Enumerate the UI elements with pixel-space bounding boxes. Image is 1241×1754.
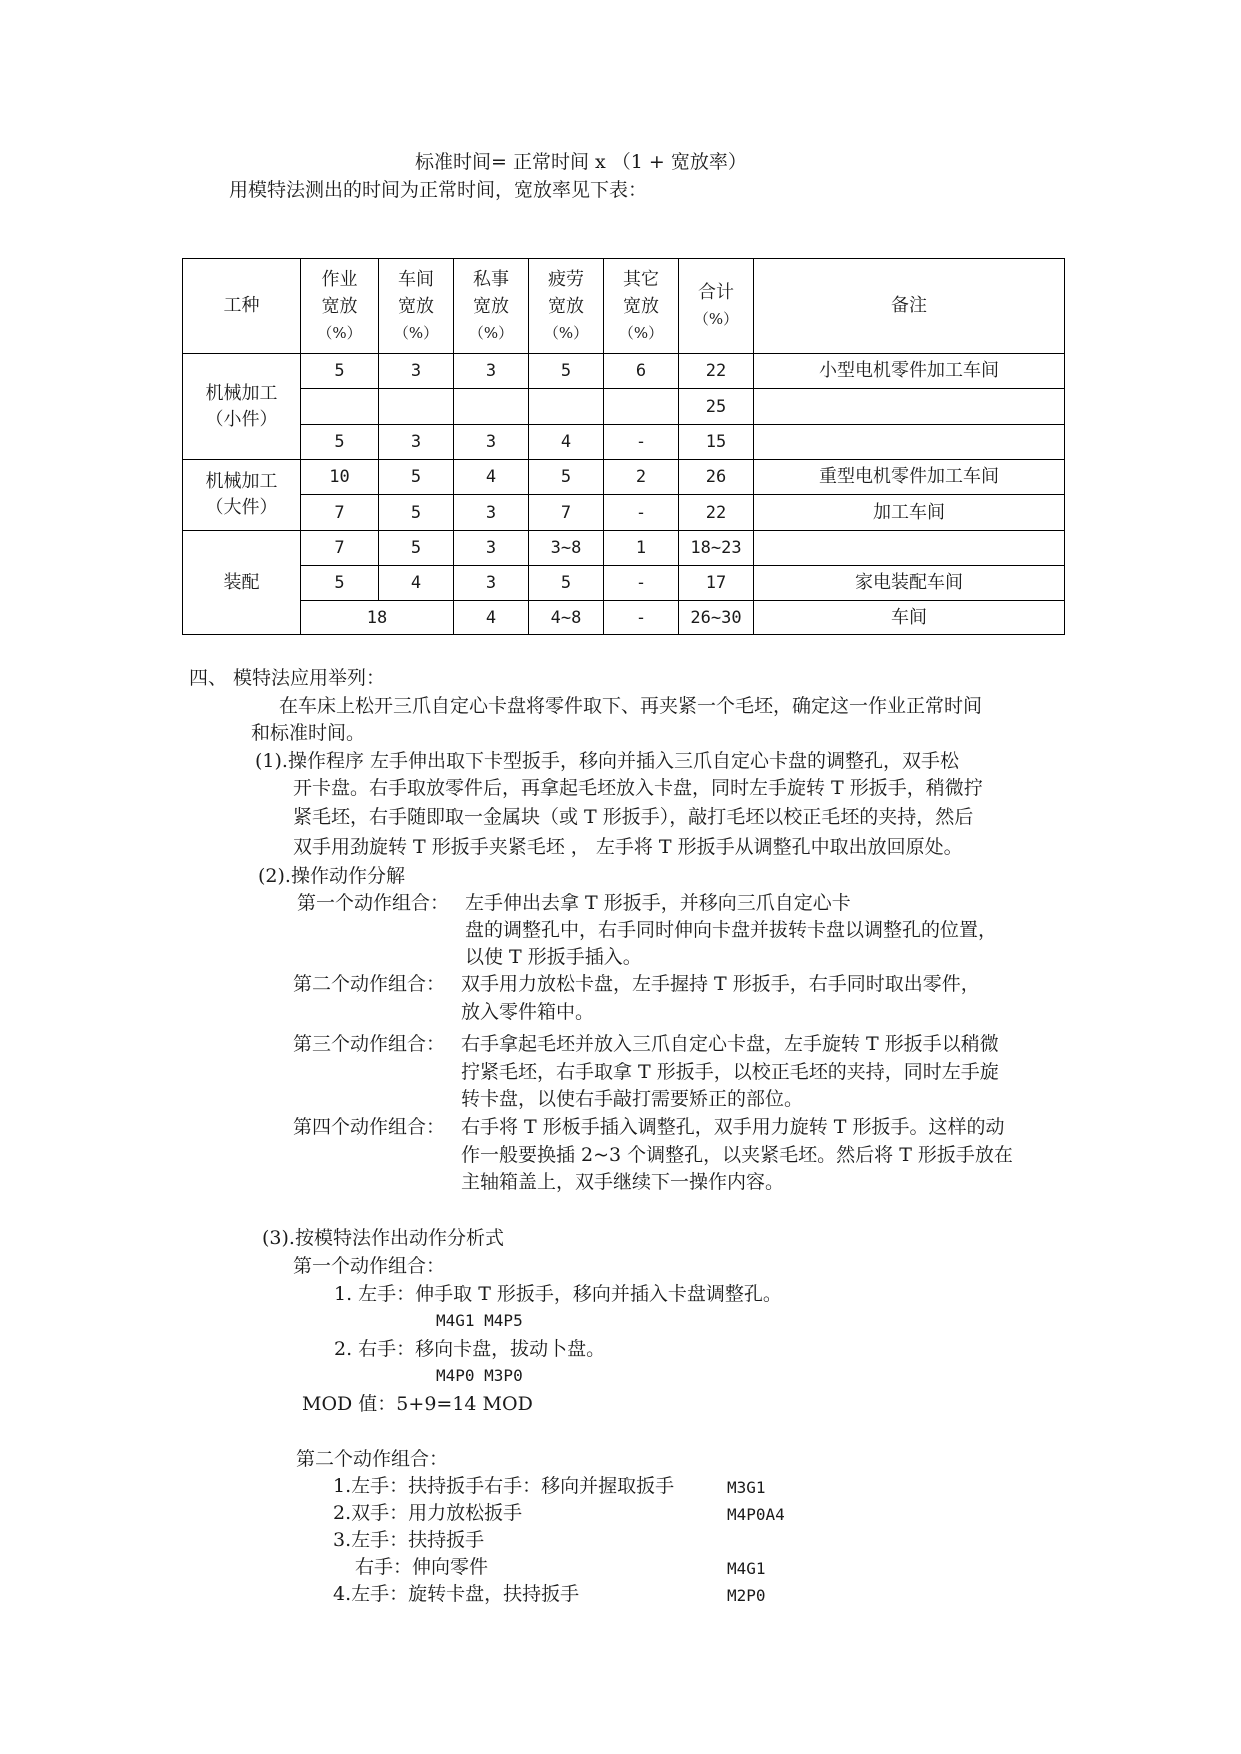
combo-line: 转卡盘，以使右手敲打需要矫正的部位。 — [461, 1088, 804, 1110]
table-cell: 3 — [379, 425, 454, 460]
combo-line: 拧紧毛坯，右手取拿 T 形扳手，以校正毛坯的夹持，同时左手旋 — [461, 1061, 999, 1083]
group2-code: M4P0A4 — [727, 1505, 785, 1524]
table-cell: - — [604, 425, 679, 460]
combo-line: 盘的调整孔中，右手同时伸向卡盘并拔转卡盘以调整孔的位置， — [465, 919, 998, 941]
table-cell: 18 — [301, 601, 454, 635]
header-work-allowance: 作业 宽放 （%） — [301, 259, 379, 354]
op1-line: 紧毛坯，右手随即取一金属块（或 T 形扳手），敲打毛坯以校正毛坯的夹持，然后 — [293, 806, 974, 828]
table-row — [183, 601, 1065, 635]
table-cell — [454, 389, 529, 425]
table-row — [183, 425, 1065, 460]
table-row — [183, 566, 1065, 601]
table-cell: 5 — [301, 354, 379, 389]
group1-title: 第一个动作组合： — [293, 1255, 446, 1277]
table-cell-note: 加工车间 — [754, 495, 1065, 531]
header-total: 合计 （%） — [679, 259, 754, 354]
table-cell: 4 — [454, 601, 529, 635]
intro-text: 用模特法测出的时间为正常时间，宽放率见下表： — [229, 179, 648, 201]
table-cell — [379, 389, 454, 425]
combo-line: 以使 T 形扳手插入。 — [465, 946, 642, 968]
group2-code: M2P0 — [727, 1586, 766, 1605]
section-heading: 四、 模特法应用举列： — [189, 667, 386, 689]
table-cell-note: 重型电机零件加工车间 — [754, 460, 1065, 495]
group2-item: 4.左手：旋转卡盘，扶持扳手 — [333, 1583, 580, 1605]
group2-item: 1.左手：扶持扳手右手：移向并握取扳手 — [333, 1475, 675, 1497]
table-row — [183, 354, 1065, 389]
table-cell-note: 小型电机零件加工车间 — [754, 354, 1065, 389]
table-cell: 25 — [679, 389, 754, 425]
table-cell: 26~30 — [679, 601, 754, 635]
group2-code: M3G1 — [727, 1478, 766, 1497]
table-cell: 22 — [679, 354, 754, 389]
table-cell: 7 — [301, 531, 379, 566]
table-cell: 5 — [529, 354, 604, 389]
table-cell: 2 — [604, 460, 679, 495]
header-note: 备注 — [754, 259, 1065, 354]
group1-code: M4G1 M4P5 — [436, 1311, 523, 1330]
table-cell: 5 — [379, 531, 454, 566]
group1-code: M4P0 M3P0 — [436, 1366, 523, 1385]
op1-line: (1).操作程序 左手伸出取下卡型扳手，移向并插入三爪自定心卡盘的调整孔，双手松 — [255, 750, 959, 772]
table-row — [183, 495, 1065, 531]
table-cell: 5 — [379, 460, 454, 495]
group-large-parts: 机械加工（大件） — [183, 460, 301, 531]
table-cell: 5 — [301, 566, 379, 601]
op3-title: (3).按模特法作出动作分析式 — [262, 1227, 504, 1249]
paragraph-line: 和标准时间。 — [251, 722, 366, 744]
table-header-row — [183, 259, 1065, 354]
table-cell: 4 — [454, 460, 529, 495]
table-row — [183, 460, 1065, 495]
table-row — [183, 389, 1065, 425]
combo-label: 第三个动作组合： — [293, 1033, 446, 1055]
combo-line: 作一般要换插 2~3 个调整孔，以夹紧毛坯。然后将 T 形扳手放在 — [461, 1144, 1013, 1166]
combo-line: 主轴箱盖上，双手继续下一操作内容。 — [461, 1171, 785, 1193]
table-cell: 3 — [454, 425, 529, 460]
table-cell: 7 — [529, 495, 604, 531]
table-cell: 4~8 — [529, 601, 604, 635]
group2-item: 3.左手：扶持扳手 — [333, 1529, 485, 1551]
combo-line: 放入零件箱中。 — [461, 1001, 595, 1023]
table-cell: 5 — [301, 425, 379, 460]
table-cell: 3 — [454, 495, 529, 531]
allowance-table — [182, 258, 1065, 635]
table-row — [183, 531, 1065, 566]
header-shop-allowance: 车间 宽放 （%） — [379, 259, 454, 354]
table-cell: 5 — [379, 495, 454, 531]
combo-line: 右手拿起毛坯并放入三爪自定心卡盘，左手旋转 T 形扳手以稍微 — [461, 1033, 999, 1055]
combo-label: 第二个动作组合： — [293, 973, 446, 995]
combo-label: 第一个动作组合： — [297, 892, 450, 914]
group2-code: M4G1 — [727, 1559, 766, 1578]
op2-title: (2).操作动作分解 — [258, 865, 405, 887]
table-cell: 10 — [301, 460, 379, 495]
table-cell: 3 — [379, 354, 454, 389]
table-cell: - — [604, 601, 679, 635]
table-cell: 17 — [679, 566, 754, 601]
table-cell-note — [754, 389, 1065, 425]
table-cell — [604, 389, 679, 425]
group2-item: 右手：伸向零件 — [355, 1556, 489, 1578]
table-cell: 26 — [679, 460, 754, 495]
formula: 标准时间= 正常时间 x （1 + 宽放率） — [415, 151, 747, 173]
table-cell-note — [754, 531, 1065, 566]
group1-item: 2. 右手：移向卡盘，拔动卜盘。 — [334, 1338, 606, 1360]
table-cell: 18~23 — [679, 531, 754, 566]
mod-value: MOD 值：5+9=14 MOD — [302, 1393, 533, 1415]
table-cell: 4 — [529, 425, 604, 460]
table-cell: 3 — [454, 566, 529, 601]
table-cell: - — [604, 566, 679, 601]
combo-line: 双手用力放松卡盘，左手握持 T 形扳手，右手同时取出零件， — [461, 973, 980, 995]
group-assembly: 装配 — [183, 531, 301, 635]
header-other-allowance: 其它 宽放 （%） — [604, 259, 679, 354]
table-cell: 3 — [454, 531, 529, 566]
header-type: 工种 — [183, 259, 301, 354]
combo-line: 左手伸出去拿 T 形扳手，并移向三爪自定心卡 — [465, 892, 851, 914]
table-cell: 1 — [604, 531, 679, 566]
op1-line: 双手用劲旋转 T 形扳手夹紧毛坯 ， 左手将 T 形扳手从调整孔中取出放回原处。 — [293, 836, 963, 858]
header-fatigue-allowance: 疲劳 宽放 （%） — [529, 259, 604, 354]
table-cell-note: 家电装配车间 — [754, 566, 1065, 601]
table-cell: 3 — [454, 354, 529, 389]
table-cell — [301, 389, 379, 425]
table-cell-note: 车间 — [754, 601, 1065, 635]
table-cell — [529, 389, 604, 425]
table-cell: 5 — [529, 566, 604, 601]
table-cell-note — [754, 425, 1065, 460]
group-small-parts: 机械加工（小件） — [183, 354, 301, 460]
table-cell: 5 — [529, 460, 604, 495]
table-cell: 3~8 — [529, 531, 604, 566]
table-cell: 6 — [604, 354, 679, 389]
paragraph-line: 在车床上松开三爪自定心卡盘将零件取下、再夹紧一个毛坯，确定这一作业正常时间 — [279, 695, 983, 717]
table-cell: 7 — [301, 495, 379, 531]
combo-label: 第四个动作组合： — [293, 1116, 446, 1138]
header-personal-allowance: 私事 宽放 （%） — [454, 259, 529, 354]
group2-title: 第二个动作组合： — [296, 1448, 449, 1470]
op1-line: 开卡盘。右手取放零件后，再拿起毛坯放入卡盘，同时左手旋转 T 形扳手，稍微拧 — [293, 777, 983, 799]
combo-line: 右手将 T 形板手插入调整孔，双手用力旋转 T 形扳手。这样的动 — [461, 1116, 1005, 1138]
group1-item: 1. 左手：伸手取 T 形扳手，移向并插入卡盘调整孔。 — [334, 1283, 782, 1305]
group2-item: 2.双手：用力放松扳手 — [333, 1502, 523, 1524]
table-cell: 4 — [379, 566, 454, 601]
table-cell: 15 — [679, 425, 754, 460]
table-cell: 22 — [679, 495, 754, 531]
table-cell: - — [604, 495, 679, 531]
